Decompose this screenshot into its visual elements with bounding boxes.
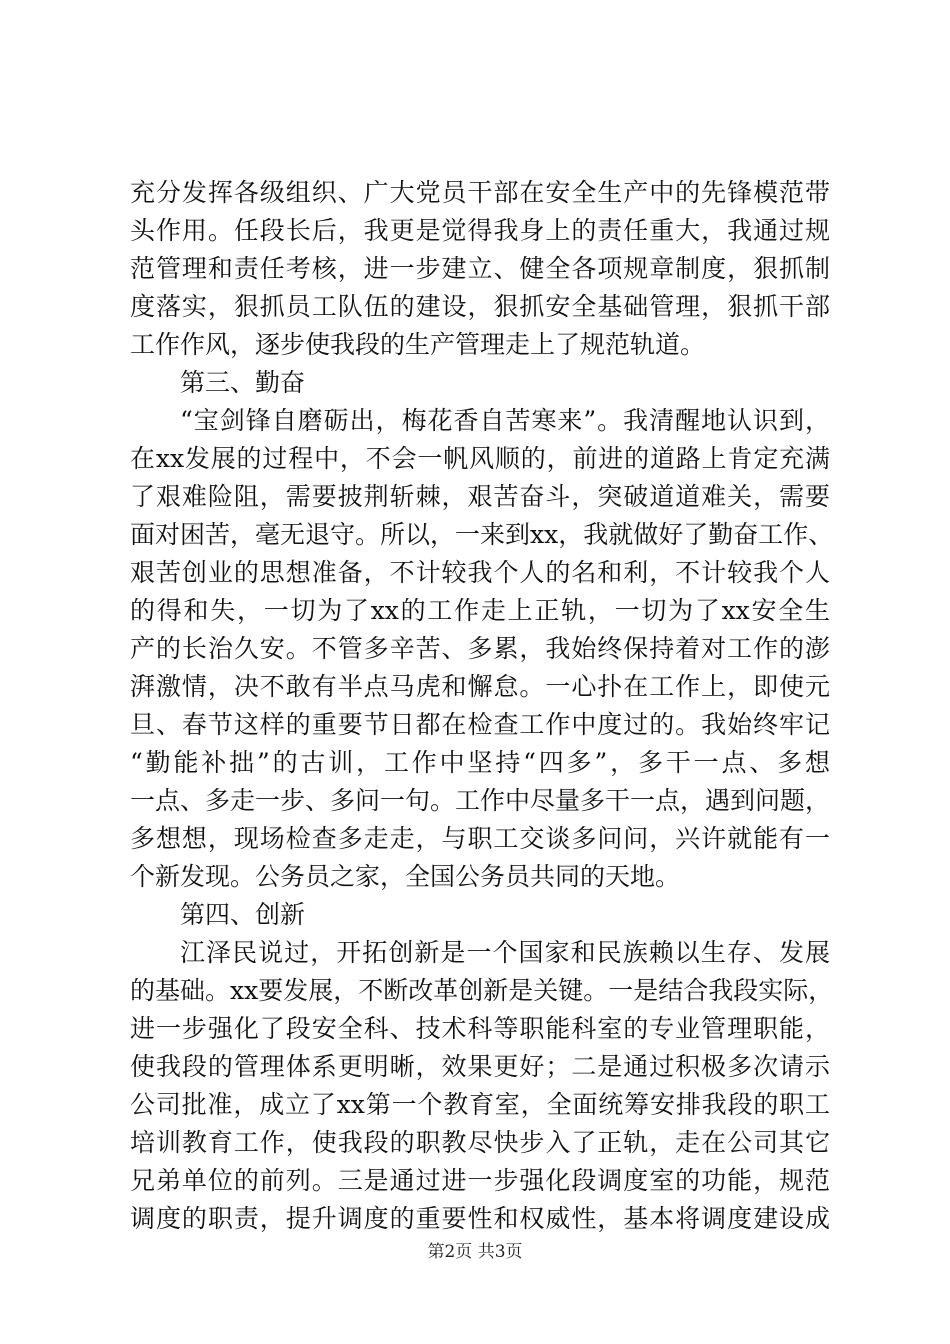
text-line: 的得和失，一切为了xx的工作走上正轨，一切为了xx安全生 — [130, 596, 830, 625]
section-heading: 第三、勤奋 — [180, 368, 306, 397]
text-line: 调度的职责，提升调度的重要性和权威性，基本将调度建设成 — [130, 1204, 830, 1233]
text-line: 进一步强化了段安全科、技术科等职能科室的专业管理职能， — [130, 1014, 830, 1043]
text-line: 公司批准，成立了xx第一个教育室，全面统筹安排我段的职工 — [130, 1090, 830, 1119]
text-line: 多想想，现场检查多走走，与职工交谈多问问，兴许就能有一 — [130, 824, 830, 853]
text-line: 兄弟单位的前列。三是通过进一步强化段调度室的功能，规范 — [130, 1166, 830, 1195]
text-line: 旦、春节这样的重要节日都在检查工作中度过的。我始终牢记 — [130, 710, 830, 739]
text-line: 的基础。xx要发展，不断改革创新是关键。一是结合我段实际， — [130, 976, 834, 1005]
page-number-footer: 第2页 共3页 — [427, 1242, 523, 1262]
text-line: 湃激情，决不敢有半点马虎和懈怠。一心扑在工作上，即使元 — [130, 672, 830, 701]
text-line: 产的长治久安。不管多辛苦、多累，我始终保持着对工作的澎 — [130, 634, 830, 663]
text-line: 一点、多走一步、多问一句。工作中尽量多干一点，遇到问题， — [130, 786, 831, 815]
text-line: “勤能补拙”的古训，工作中坚持“四多”，多干一点、多想 — [130, 748, 830, 777]
text-line: 面对困苦，毫无退守。所以，一来到xx，我就做好了勤奋工作、 — [130, 520, 834, 549]
text-line: 范管理和责任考核，进一步建立、健全各项规章制度，狠抓制 — [130, 254, 830, 283]
text-line: 工作作风，逐步使我段的生产管理走上了规范轨道。 — [130, 330, 706, 359]
text-line: 使我段的管理体系更明晰，效果更好；二是通过积极多次请示 — [130, 1052, 830, 1081]
text-line: 个新发现。公务员之家，全国公务员共同的天地。 — [130, 862, 681, 891]
text-line: 充分发挥各级组织、广大党员干部在安全生产中的先锋模范带 — [130, 178, 830, 207]
text-line: 头作用。任段长后，我更是觉得我身上的责任重大，我通过规 — [130, 216, 830, 245]
text-line: 艰苦创业的思想准备，不计较我个人的名和利，不计较我个人 — [130, 558, 830, 587]
text-line: 度落实，狠抓员工队伍的建设，狠抓安全基础管理，狠抓干部 — [130, 292, 830, 321]
paragraph-first-line: 江泽民说过，开拓创新是一个国家和民族赖以生存、发展 — [180, 938, 830, 967]
text-line: 了艰难险阻，需要披荆斩棘，艰苦奋斗，突破道道难关，需要 — [130, 482, 830, 511]
text-line: 培训教育工作，使我段的职教尽快步入了正轨，走在公司其它 — [130, 1128, 830, 1157]
paragraph-first-line: “宝剑锋自磨砺出，梅花香自苦寒来”。我清醒地认识到， — [180, 406, 830, 435]
text-line: 在xx发展的过程中，不会一帆风顺的，前进的道路上肯定充满 — [130, 444, 830, 473]
section-heading: 第四、创新 — [180, 900, 306, 929]
